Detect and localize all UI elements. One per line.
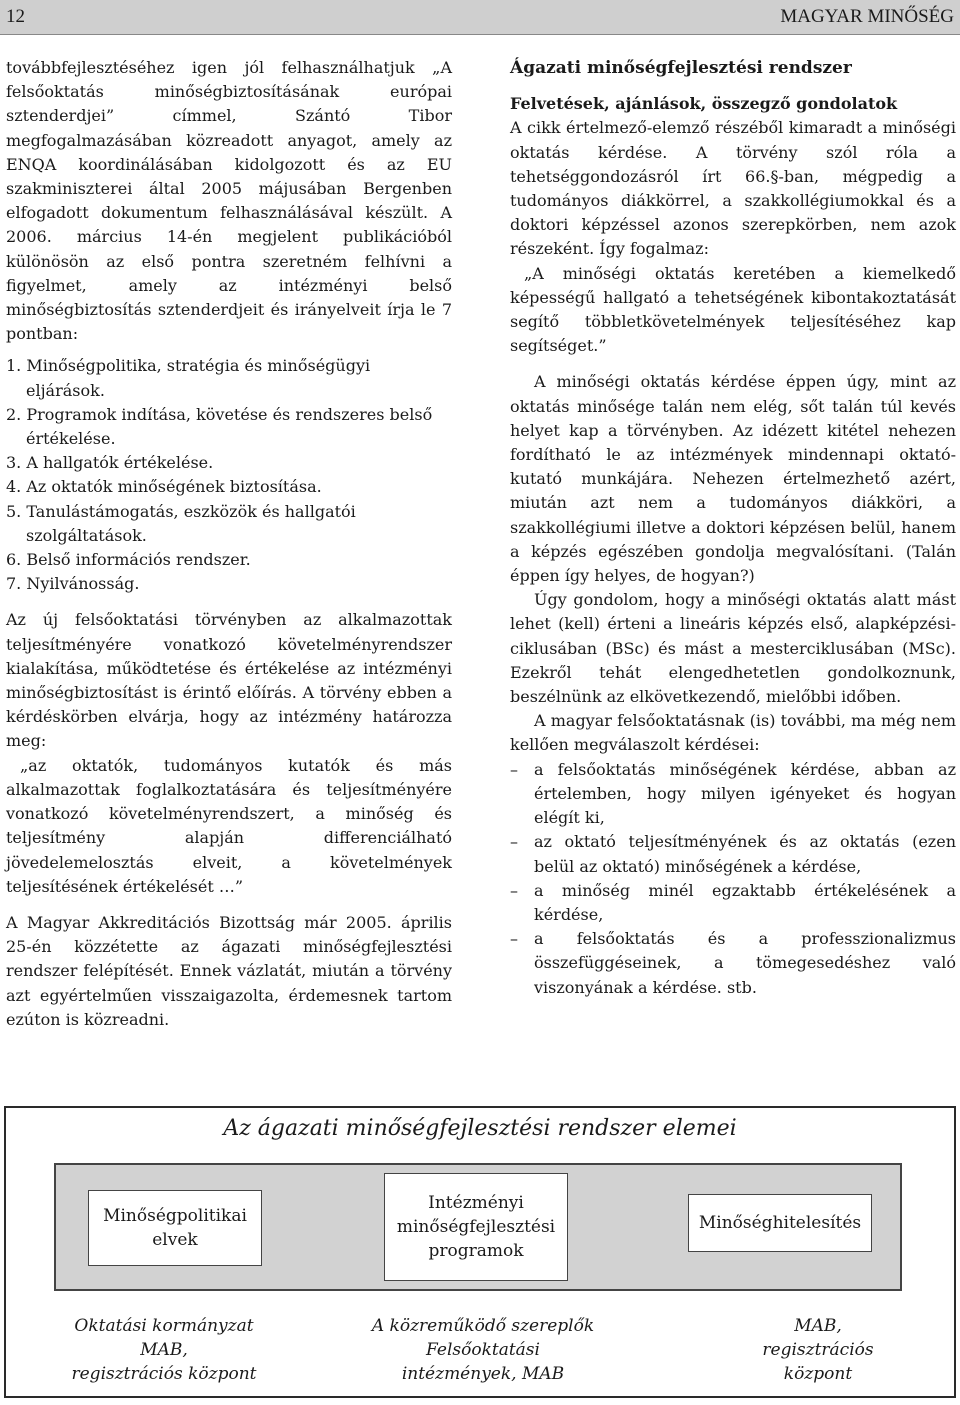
right-paragraph-2: A minőségi oktatás kérdése éppen úgy, mint az oktatás minősége talán nem elég, sőt talán túl kevés helyet kap a törvényben. Az idézett kitétel nehezen fordítható le az intézmények mindennapi oktató-kutató munkájára. Nehezen értelmezhető azért, miután azt nem a tudományos diákköri, a szakkollégiumi illetve a doktori képzésen belül, hanem a képzés egészében gondolja megvalósítani. (Talán éppen így helyes, de hogyan?): [510, 372, 956, 586]
diagram-title: Az ágazati minőségfejlesztési rendszer elemei: [223, 1116, 737, 1141]
page-header: [0, 0, 960, 35]
right-paragraph-4: A magyar felsőoktatásnak (is) további, ma még nem kellően megválaszolt kérdései:: [510, 711, 956, 755]
magazine-title: MAGYAR MINŐSÉG: [780, 6, 954, 27]
diagram-box-accreditation: Minőséghitelesítés: [688, 1194, 872, 1252]
section-heading: Ágazati minőségfejlesztési rendszer: [510, 58, 852, 78]
list-item: 7. Nyilvánosság.: [6, 574, 140, 594]
diagram-label-government: Oktatási kormányzat MAB, regisztrációs központ: [71, 1316, 257, 1384]
quality-system-diagram: [4, 1106, 956, 1398]
diagram-box-programs: Intézményi minőségfejlesztési programok: [384, 1173, 568, 1281]
diagram-label-actors: A közreműködő szereplők Felsőoktatási intézmények, MAB: [371, 1316, 595, 1384]
right-column: [510, 56, 956, 1000]
list-item: – a felsőoktatás minőségének kérdése, abban az értelemben, hogy milyen igényeket és hogyan elégít ki,: [510, 759, 956, 828]
left-paragraph-2: Az új felsőoktatási törvényben az alkalmazottak teljesítményére vonatkozó követelményrendszer kialakítása, működtetése és értékelése az intézményi minőségbiztosítást is érintő előírás. A törvény ebben a kérdéskörben elvárja, hogy az intézmény határozza meg:: [6, 610, 452, 751]
list-item: 3. A hallgatók értékelése.: [6, 453, 214, 473]
standards-list: [6, 354, 452, 596]
diagram-label-mab: MAB, regisztrációs központ: [762, 1316, 874, 1384]
left-column: [6, 56, 452, 1032]
list-item: – az oktató teljesítményének és az oktatás (ezen belül az oktató) minőségének a kérdése,: [510, 832, 956, 876]
list-item: – a minőség minél egzaktabb értékelésének a kérdése,: [510, 880, 956, 924]
list-item: 4. Az oktatók minőségének biztosítása.: [6, 477, 322, 497]
list-item: 6. Belső információs rendszer.: [6, 550, 251, 570]
right-quote: „A minőségi oktatás keretében a kiemelkedő képességű hallgató a tehetségének kibontakoztatását segítő többletkövetelmények teljesítéséhez kap segítséget.”: [510, 263, 956, 356]
right-paragraph-3: Úgy gondolom, hogy a minőségi oktatás alatt mást lehet (kell) érteni a lineáris képzés első, alapképzési-ciklusában (BSc) és mást a mesterciklusában (MSc). Ezekről tehát elengedhetetlen gondolkoznunk, beszélnünk az elkövetkezendő, mielőbbi időben.: [510, 590, 956, 707]
page-number: 12: [6, 6, 25, 27]
list-item: 2. Programok indítása, követése és rendszeres belső értékelése.: [6, 404, 433, 449]
list-item: – a felsőoktatás és a professzionalizmus összefüggéseinek, a tömegesedéshez való viszonyának a kérdése. stb.: [510, 929, 956, 997]
diagram-box-policy: Minőségpolitikai elvek: [88, 1190, 262, 1266]
list-item: 1. Minőségpolitika, stratégia és minőségügyi eljárások.: [6, 356, 371, 400]
questions-list: [510, 758, 956, 1000]
right-paragraph-1: A cikk értelmező-elemző részéből kimaradt a minőségi oktatás kérdése. A törvény szól róla a tehetséggondozásról írt 66.§-ban, mégpedig a tudományos diákkörrel, a szakkollégiumokkal és a doktori képzéssel azonos szerepkörben, nem azok részeként. Így fogalmaz:: [510, 118, 956, 259]
left-paragraph-3: A Magyar Akkreditációs Bizottság már 2005. április 25-én közzétette az ágazati minőségfejlesztési rendszer felépítését. Ennek vázlatát, miután a törvény azt egyértelműen visszaigazolta, érdemesnek tartom ezúton is közreadni.: [6, 912, 452, 1029]
law-quote: „az oktatók, tudományos kutatók és más alkalmazottak foglalkoztatására és teljesítményére vonatkozó követelményrendszert, a minőség és teljesítmény alapján differenciálható jövedelemelosztás elveit, a követelmények teljesítésének értékelését …”: [6, 755, 452, 896]
diagram-element-frame: [54, 1163, 902, 1291]
list-item: 5. Tanulástámogatás, eszközök és hallgatói szolgáltatások.: [6, 501, 356, 545]
left-paragraph-1: továbbfejlesztéséhez igen jól felhasználhatjuk „A felsőoktatás minőségbiztosításának európai sztenderdjei” címmel, Szántó Tibor megfogalmazásában közreadott anyagot, amely az ENQA koordinálásában kidolgozott és az EU szakminiszterei által 2005 májusában Bergenben elfogadott dokumentum felhasználásával készült. A 2006. március 14-én megjelent publikációból különösön az első pontra szeretném felhívni a figyelmet, amely az intézményi belső minőségbiztosítás sztenderdjeit és irányelveit írja le 7 pontban:: [6, 58, 452, 344]
section-subheading: Felvetések, ajánlások, összegző gondolatok: [510, 94, 898, 114]
